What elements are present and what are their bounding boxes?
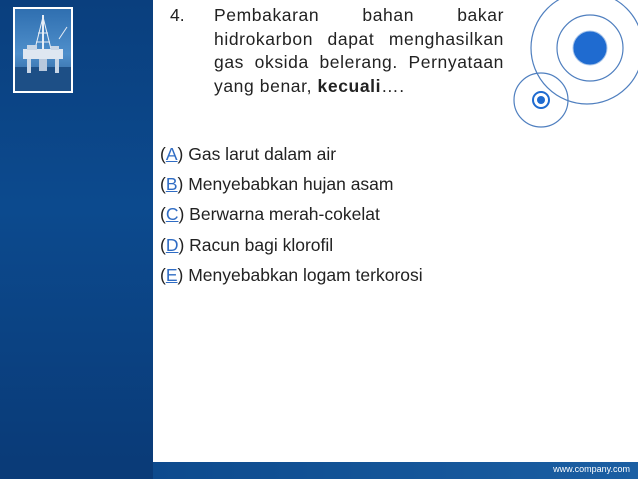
oil-rig-icon xyxy=(13,7,73,93)
option-text: Menyebabkan hujan asam xyxy=(188,174,394,195)
footer-url: www.company.com xyxy=(553,464,630,474)
option-c[interactable]: (C) Berwarna merah-cokelat xyxy=(160,204,380,225)
option-text: Racun bagi klorofil xyxy=(189,234,334,255)
option-letter[interactable]: A xyxy=(165,144,178,164)
option-e[interactable]: (E) Menyebabkan logam terkorosi xyxy=(160,264,423,285)
lower-outline-circle xyxy=(514,73,568,127)
medium-outline-circle xyxy=(557,15,623,81)
answer-options xyxy=(160,139,423,290)
question-keyword: kecuali xyxy=(317,75,382,96)
large-filled-circle xyxy=(573,31,607,65)
option-letter[interactable]: D xyxy=(165,234,179,255)
left-sidebar-band xyxy=(0,0,153,462)
option-a[interactable]: (A) Gas larut dalam air xyxy=(160,144,337,164)
option-letter[interactable]: E xyxy=(165,264,178,285)
option-d[interactable]: (D) Racun bagi klorofil xyxy=(160,234,334,255)
lower-filled-circle xyxy=(537,96,545,104)
question-block xyxy=(170,4,504,98)
option-letter[interactable]: B xyxy=(165,174,178,195)
question-ellipsis: …. xyxy=(381,75,405,96)
question-number: 4. xyxy=(170,5,185,25)
question-text xyxy=(214,4,504,98)
bottom-band xyxy=(0,462,638,479)
option-text: Berwarna merah-cokelat xyxy=(189,204,380,225)
question-text-body: Pembakaran bahan bakar hidrokarbon dapat menghasilkan gas oksida belerang. Pernyataan yang benar, xyxy=(214,5,504,96)
option-text: Menyebabkan logam terkorosi xyxy=(188,264,423,285)
option-b[interactable]: (B) Menyebabkan hujan asam xyxy=(160,174,394,195)
large-outline-circle xyxy=(531,0,638,104)
lower-ring-circle xyxy=(533,92,549,108)
option-letter[interactable]: C xyxy=(165,204,179,225)
option-text: Gas larut dalam air xyxy=(188,144,337,164)
